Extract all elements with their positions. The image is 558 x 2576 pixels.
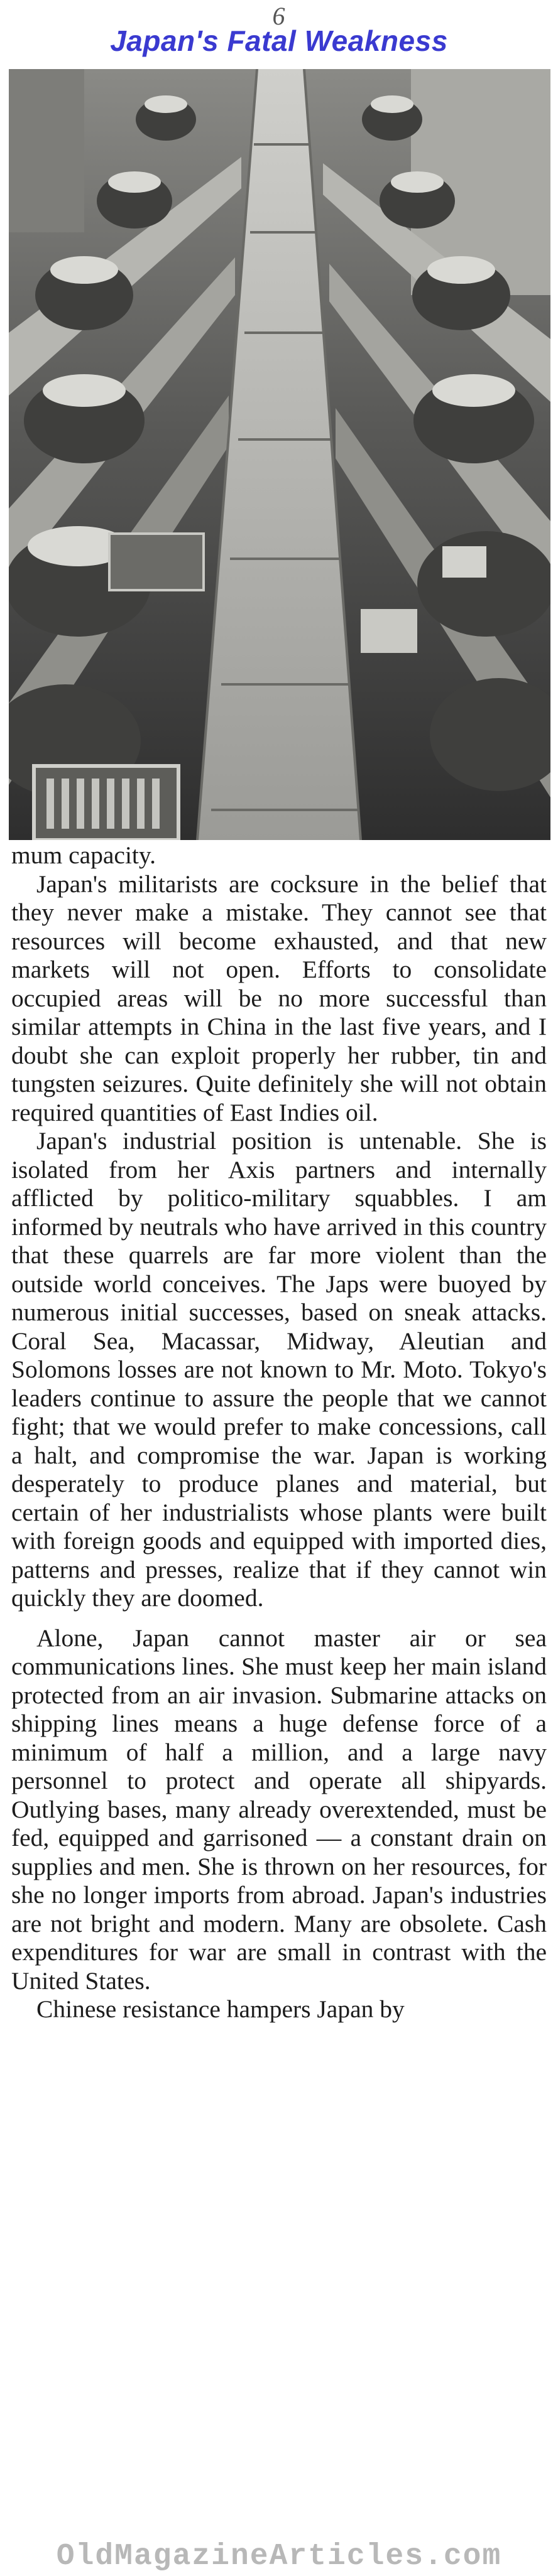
page-number: 6	[272, 2, 286, 30]
article-paragraph: Alone, Japan cannot master air or sea communications lines. She must keep her main island protected from an air invasion. Submarine attacks on shipping lines means a huge defense force of a minimum of half a million, and a large navy personnel to protect and operate all shipyards. Outlying bases, many already overextended, must be fed, equipped and garrisoned — a constant drain on supplies and men. She is thrown on her resources, for she no longer imports from abroad. Japan's industries are not bright and modern. Many are obsolete. Cash expenditures for war are small in contrast with the United States.	[11, 1624, 547, 1995]
article-paragraph: mum capacity.	[11, 841, 156, 869]
site-watermark: OldMagazineArticles.com	[56, 2540, 502, 2573]
page-title: Japan's Fatal Weakness	[110, 24, 448, 57]
factory-workers-photo	[9, 69, 550, 840]
article-paragraph: Chinese resistance hampers Japan by	[36, 1995, 405, 2023]
article-paragraph: Japan's militarists are cocksure in the belief that they never make a mistake. They cannot see that resources will become exhausted, and that new markets will not open. Efforts to consolidate occupied areas will be no more successful than similar attempts in China in the last five years, and I doubt she can exploit properly her rubber, tin and tungsten seizures. Quite definitely she will not obtain required quantities of East Indies oil.	[11, 870, 547, 1126]
article-body	[11, 841, 547, 2024]
article-paragraph: Japan's industrial position is untenable. She is isolated from her Axis partners and internally afflicted by politico-military squabbles. I am informed by neutrals who have arrived in this country that these quarrels are far more violent than the outside world conceives. The Japs were buoyed by numerous initial successes, based on sneak attacks. Coral Sea, Macassar, Midway, Aleutian and Solomons losses are not known to Mr. Moto. Tokyo's leaders continue to assure the people that we cannot fight; that we would prefer to make concessions, call a halt, and compromise the war. Japan is working desperately to produce planes and material, but certain of her industrialists whose plants were built with foreign goods and equipped with imported dies, patterns and presses, realize that if they cannot win quickly they are doomed.	[11, 1127, 547, 1612]
